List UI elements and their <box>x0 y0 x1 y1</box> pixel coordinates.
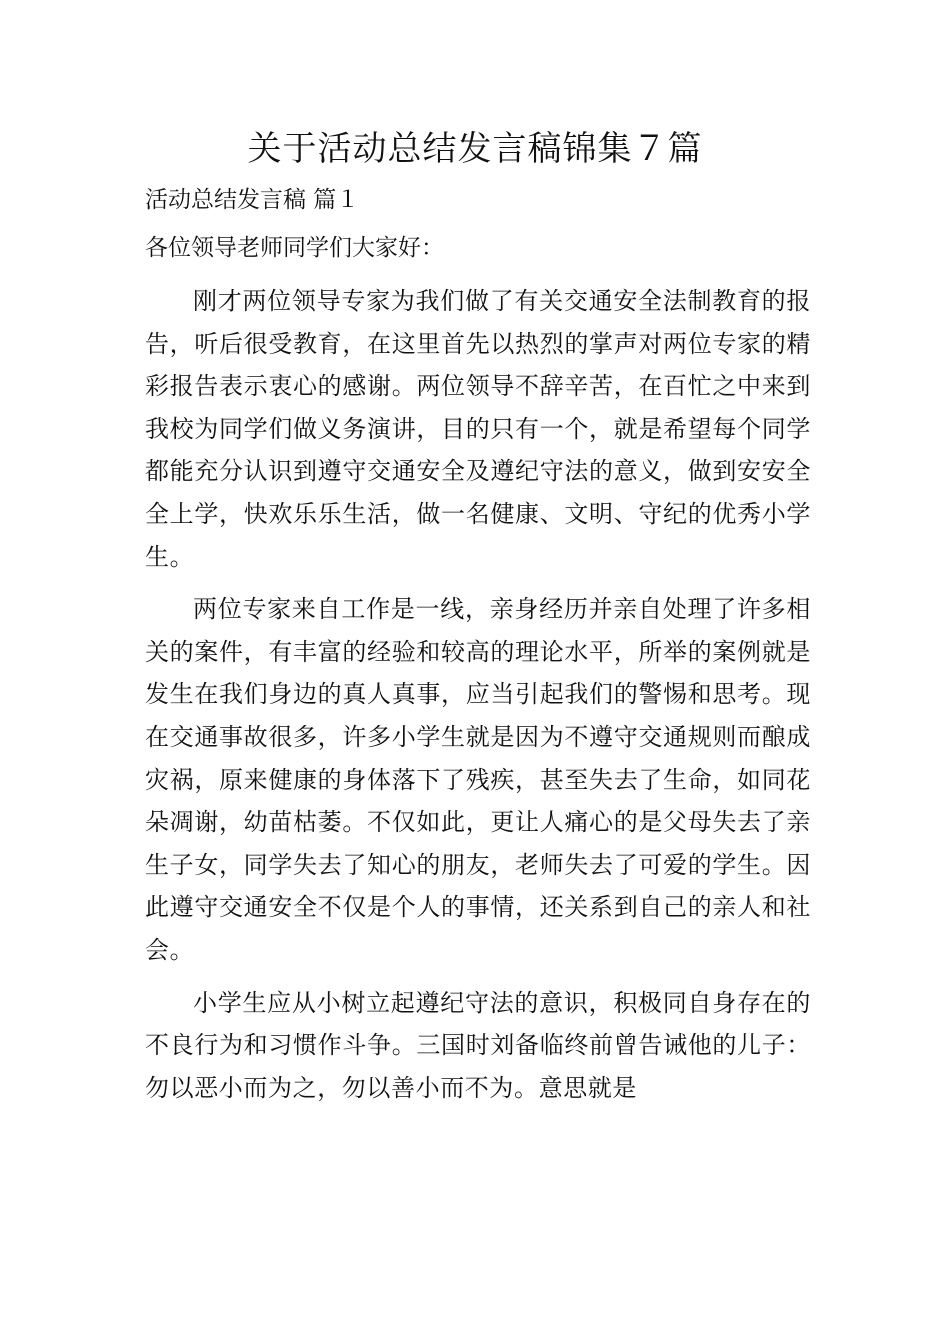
document-body <box>145 280 811 1119</box>
paragraph-1: 刚才两位领导专家为我们做了有关交通安全法制教育的报告，听后很受教育，在这里首先以热烈的掌声对两位专家的精彩报告表示衷心的感谢。两位领导不辞辛苦，在百忙之中来到我校为同学们做义务演讲，目的只有一个，就是希望每个同学都能充分认识到遵守交通安全及遵纪守法的意义，做到安安全全上学，快欢乐乐生活，做一名健康、文明、守纪的优秀小学生。 <box>145 287 811 571</box>
paragraph-2: 两位专家来自工作是一线，亲身经历并亲自处理了许多相关的案件，有丰富的经验和较高的理论水平，所举的案例就是发生在我们身边的真人真事，应当引起我们的警惕和思考。现在交通事故很多，许多小学生就是因为不遵守交通规则而酿成灾祸，原来健康的身体落下了残疾，甚至失去了生命，如同花朵凋谢，幼苗枯萎。不仅如此，更让人痛心的是父母失去了亲生子女，同学失去了知心的朋友，老师失去了可爱的学生。因此遵守交通安全不仅是个人的事情，还关系到自己的亲人和社会。 <box>145 595 811 964</box>
paragraph-3: 小学生应从小树立起遵纪守法的意识，积极同自身存在的不良行为和习惯作斗争。三国时刘备临终前曾告诫他的儿子：勿以恶小而为之，勿以善小而不为。意思就是 <box>145 988 811 1102</box>
section-heading: 活动总结发言稿 篇１ <box>145 187 360 213</box>
salutation: 各位领导老师同学们大家好： <box>145 235 444 261</box>
document-title: 关于活动总结发言稿锦集７篇 <box>247 129 703 169</box>
